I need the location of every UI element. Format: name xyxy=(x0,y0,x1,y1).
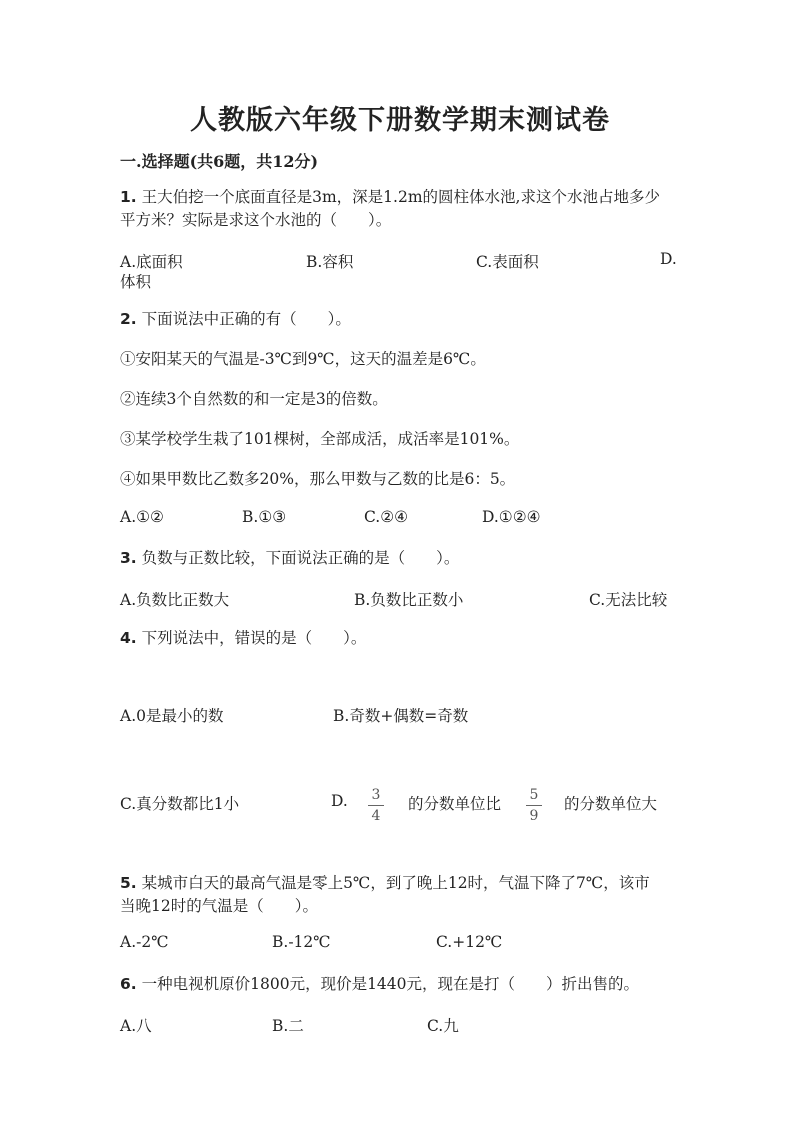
option-b[interactable]: B.①③ xyxy=(242,508,287,526)
statement-2: ②连续3个自然数的和一定是3的倍数。 xyxy=(120,390,388,408)
option-c[interactable]: C.+12℃ xyxy=(436,933,503,951)
question-text: 下列说法中，错误的是（ ）。 xyxy=(141,629,367,647)
fraction-bar xyxy=(526,805,542,806)
option-a[interactable]: A.八 xyxy=(120,1017,152,1035)
question-5-line2: 当晚12时的气温是（ ）。 xyxy=(120,897,318,915)
question-number: 6. xyxy=(120,975,137,993)
question-number: 4. xyxy=(120,629,137,647)
section-heading: 一.选择题(共6题，共12分) xyxy=(120,152,319,171)
question-4 xyxy=(120,627,366,650)
question-number: 5. xyxy=(120,874,137,892)
option-d[interactable]: D.①②④ xyxy=(482,508,541,526)
statement-4: ④如果甲数比乙数多20%，那么甲数与乙数的比是6：5。 xyxy=(120,470,516,488)
question-1-line2: 平方米？实际是求这个水池的（ ）。 xyxy=(120,211,392,229)
question-number: 3. xyxy=(120,549,137,567)
question-5 xyxy=(120,872,650,895)
option-b[interactable]: B.负数比正数小 xyxy=(354,591,464,609)
question-text: 下面说法中正确的有（ ）。 xyxy=(141,310,351,328)
option-c[interactable]: C.②④ xyxy=(364,508,409,526)
option-b[interactable]: B.二 xyxy=(272,1017,304,1035)
option-a[interactable]: A.①② xyxy=(120,508,164,526)
option-a[interactable]: A.底面积 xyxy=(120,253,183,271)
statement-3: ③某学校学生栽了101棵树，全部成活，成活率是101%。 xyxy=(120,430,520,448)
question-1 xyxy=(120,186,660,209)
question-text: 某城市白天的最高气温是零上5℃，到了晚上12时，气温下降了7℃，该市 xyxy=(141,874,650,892)
fraction-bar xyxy=(368,805,384,806)
question-3 xyxy=(120,547,459,570)
option-a[interactable]: A.-2℃ xyxy=(120,933,169,951)
option-a[interactable]: A.负数比正数大 xyxy=(120,591,230,609)
option-d[interactable]: D. xyxy=(331,792,348,810)
fraction-five-ninths xyxy=(526,786,542,825)
statement-1: ①安阳某天的气温是-3℃到9℃，这天的温差是6℃。 xyxy=(120,350,486,368)
page-title: 人教版六年级下册数学期末测试卷 xyxy=(190,105,610,136)
question-text: 负数与正数比较，下面说法正确的是（ ）。 xyxy=(141,549,460,567)
option-c[interactable]: C.九 xyxy=(427,1017,459,1035)
option-d-text-1: 的分数单位比 xyxy=(408,795,502,813)
question-text: 一种电视机原价1800元，现价是1440元，现在是打（ ）折出售的。 xyxy=(141,975,640,993)
fraction-denominator: 4 xyxy=(371,808,381,824)
option-c[interactable]: C.表面积 xyxy=(476,253,539,271)
option-d-text: 体积 xyxy=(120,273,152,291)
option-d[interactable]: D. xyxy=(660,250,677,268)
option-a[interactable]: A.0是最小的数 xyxy=(120,707,224,725)
option-b[interactable]: B.奇数+偶数=奇数 xyxy=(333,707,469,725)
option-b[interactable]: B.容积 xyxy=(306,253,354,271)
question-text: 王大伯挖一个底面直径是3m，深是1.2m的圆柱体水池,求这个水池占地多少 xyxy=(141,188,660,206)
fraction-numerator: 5 xyxy=(529,787,539,803)
option-b[interactable]: B.-12℃ xyxy=(272,933,331,951)
option-d-text-2: 的分数单位大 xyxy=(564,795,658,813)
fraction-numerator: 3 xyxy=(371,787,381,803)
question-6 xyxy=(120,973,639,996)
option-c[interactable]: C.无法比较 xyxy=(589,591,668,609)
question-number: 2. xyxy=(120,310,137,328)
question-number: 1. xyxy=(120,188,137,206)
fraction-three-quarters xyxy=(368,786,384,825)
fraction-denominator: 9 xyxy=(529,808,539,824)
option-c[interactable]: C.真分数都比1小 xyxy=(120,795,240,813)
question-2 xyxy=(120,308,351,331)
